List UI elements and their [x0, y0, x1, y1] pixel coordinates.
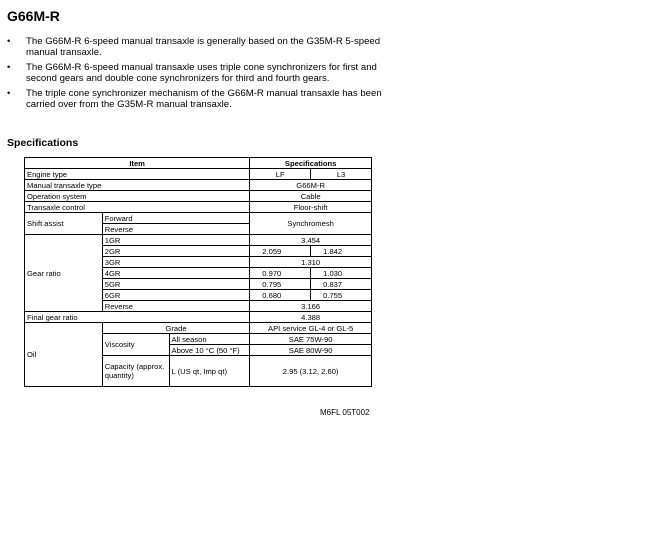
sub-label: 2GR — [102, 246, 250, 257]
sub-label: 3GR — [102, 257, 250, 268]
sub-label: Forward — [102, 213, 250, 224]
cell-value-l3: 0.755 — [311, 290, 372, 301]
table-row — [25, 202, 372, 213]
sub-label: All season — [169, 334, 250, 345]
table-row — [25, 323, 372, 334]
sub-label: Reverse — [102, 224, 250, 235]
specifications-heading: Specifications — [7, 137, 79, 149]
list-item — [7, 36, 382, 58]
cell-value-lf: 0.970 — [250, 268, 311, 279]
cell-value: SAE 80W-90 — [250, 345, 372, 356]
cell-value: Cable — [250, 191, 372, 202]
cell-value: G66M-R — [250, 180, 372, 191]
table-row — [25, 213, 372, 224]
table-row — [25, 180, 372, 191]
cell-value: 4.388 — [250, 312, 372, 323]
table-row — [25, 235, 372, 246]
row-label: Oil — [25, 323, 103, 387]
bullet-icon: • — [7, 36, 11, 47]
cell-value: SAE 75W-90 — [250, 334, 372, 345]
cell-value-lf: 2.059 — [250, 246, 311, 257]
cell-value-lf: 0.680 — [250, 290, 311, 301]
table-row — [25, 158, 372, 169]
sub-label: 1GR — [102, 235, 250, 246]
row-label: Shift assist — [25, 213, 103, 235]
sub-label: 6GR — [102, 290, 250, 301]
list-item-text: The G66M-R 6-speed manual transaxle uses triple cone synchronizers for first and second gears and double cone synchronizers for third and fourth gears. — [26, 62, 377, 84]
cell-value-l3: 0.837 — [311, 279, 372, 290]
engine-l3: L3 — [311, 169, 372, 180]
table-row — [25, 169, 372, 180]
cell-value-l3: 1.030 — [311, 268, 372, 279]
specifications-table — [24, 157, 372, 387]
sub-label: Above 10 °C (50 °F) — [169, 345, 250, 356]
engine-lf: LF — [250, 169, 311, 180]
cell-value-l3: 1.842 — [311, 246, 372, 257]
cell-value: 3.454 — [250, 235, 372, 246]
cell-value-lf: 0.795 — [250, 279, 311, 290]
document-title: G66M-R — [7, 8, 60, 24]
header-specifications: Specifications — [250, 158, 372, 169]
sub-label: 5GR — [102, 279, 250, 290]
table-row — [25, 191, 372, 202]
table-row — [25, 312, 372, 323]
sub-label: Grade — [102, 323, 250, 334]
row-label: Final gear ratio — [25, 312, 250, 323]
cell-value: 2.95 (3.12, 2.60) — [250, 356, 372, 387]
sub-label: 4GR — [102, 268, 250, 279]
cell-value: API service GL-4 or GL-5 — [250, 323, 372, 334]
sub-label: Reverse — [102, 301, 250, 312]
cell-value: Floor-shift — [250, 202, 372, 213]
sub-label: Viscosity — [102, 334, 169, 356]
feature-list — [7, 36, 382, 114]
sub-label: L (US qt, Imp qt) — [169, 356, 250, 387]
cell-value: 3.166 — [250, 301, 372, 312]
row-label: Engine type — [25, 169, 250, 180]
row-label: Operation system — [25, 191, 250, 202]
list-item — [7, 62, 382, 84]
bullet-icon: • — [7, 62, 11, 73]
list-item — [7, 88, 382, 110]
cell-value: 1.310 — [250, 257, 372, 268]
sub-label: Capacity (approx. quantity) — [102, 356, 169, 387]
list-item-text: The G66M-R 6-speed manual transaxle is generally based on the G35M-R 5-speed manual transaxle. — [26, 36, 381, 58]
header-item: Item — [25, 158, 250, 169]
row-label: Manual transaxle type — [25, 180, 250, 191]
cell-value: Synchromesh — [250, 213, 372, 235]
row-label: Transaxle control — [25, 202, 250, 213]
row-label: Gear ratio — [25, 235, 103, 312]
figure-code: M6FL 05T002 — [320, 408, 370, 417]
list-item-text: The triple cone synchronizer mechanism of the G66M-R manual transaxle has been carried over from the G35M-R manual transaxle. — [26, 88, 382, 110]
bullet-icon: • — [7, 88, 11, 99]
